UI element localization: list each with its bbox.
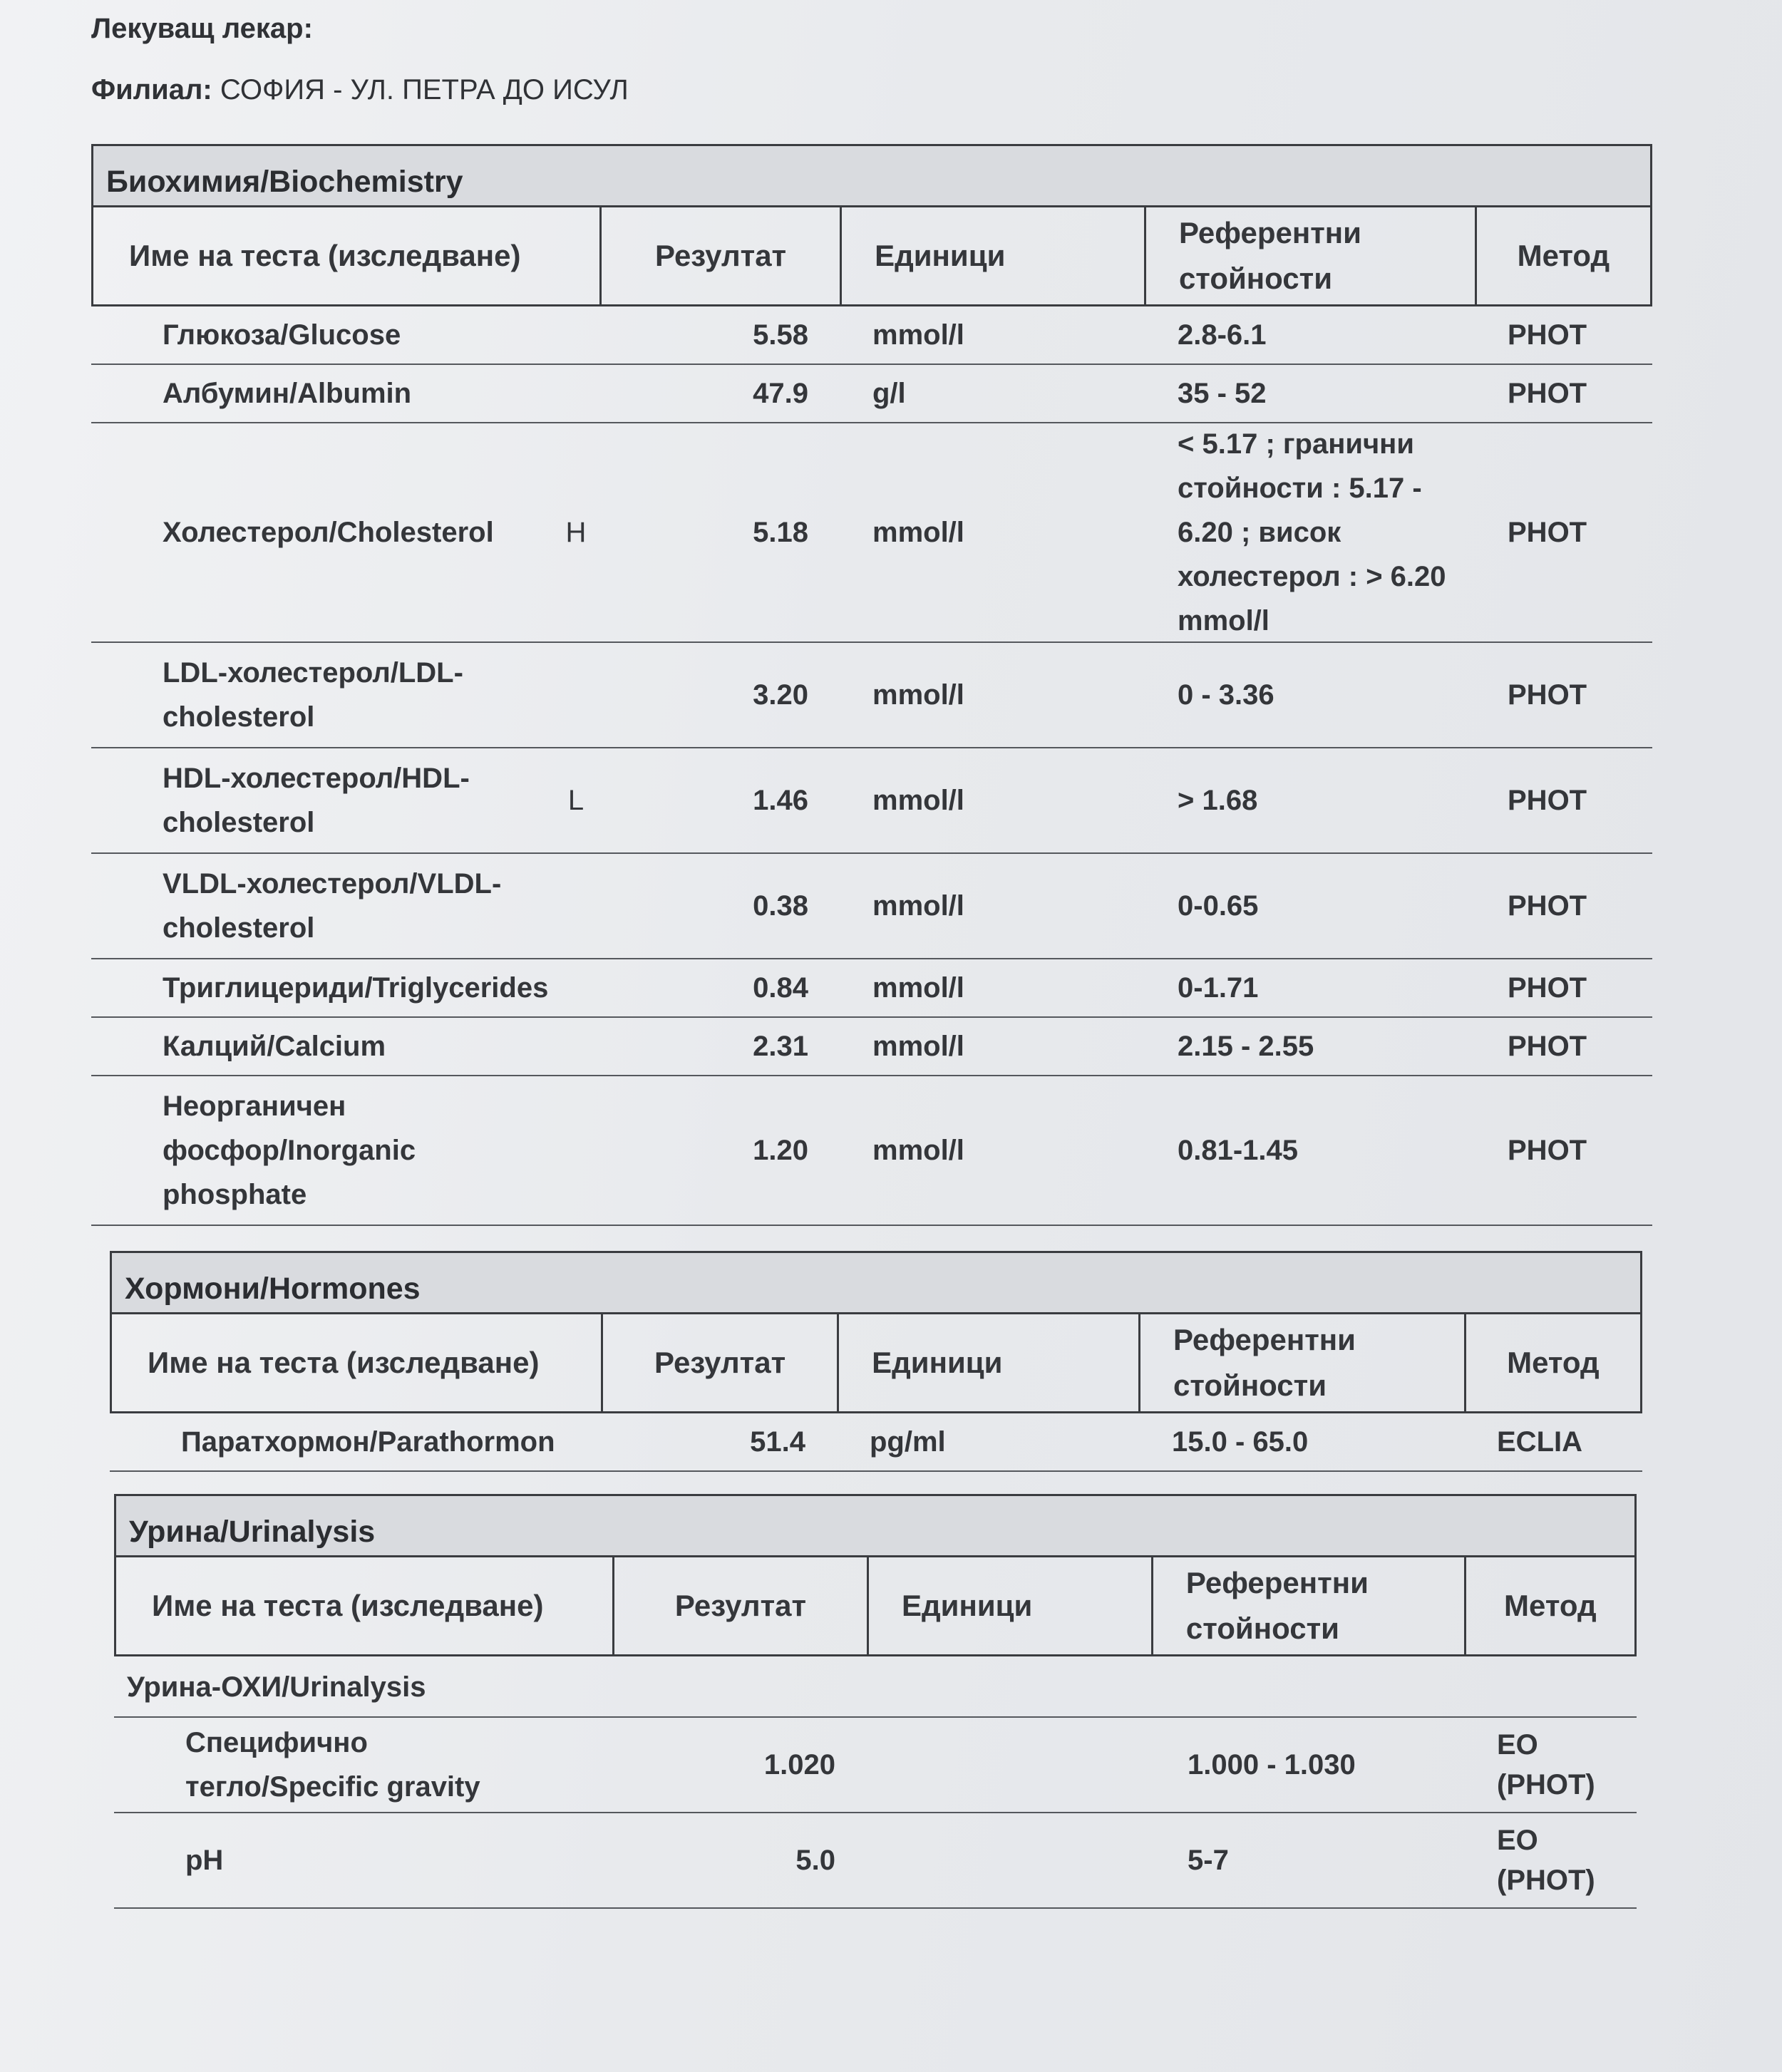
cell-ref: 2.15 - 2.55 bbox=[1178, 1031, 1314, 1062]
cell-units: mmol/l bbox=[872, 679, 964, 711]
table-row bbox=[91, 1076, 1652, 1226]
cell-units: mmol/l bbox=[872, 1135, 964, 1166]
cell-result: 47.9 bbox=[753, 378, 808, 409]
cell-ref: 35 - 52 bbox=[1178, 378, 1267, 409]
branch-line bbox=[91, 74, 629, 106]
table-header bbox=[110, 1312, 1642, 1413]
cell-result: 1.46 bbox=[753, 785, 808, 816]
cell-name: Триглицериди/Triglycerides bbox=[163, 972, 549, 1004]
cell-result: 1.020 bbox=[763, 1749, 835, 1780]
cell-ref: 5-7 bbox=[1188, 1845, 1229, 1876]
cell-units: mmol/l bbox=[872, 785, 964, 816]
table-row bbox=[114, 1813, 1637, 1909]
cell-ref: 0.81-1.45 bbox=[1178, 1135, 1299, 1166]
cell-units: mmol/l bbox=[872, 517, 964, 548]
table-header bbox=[91, 205, 1652, 306]
cell-method: EO (PHOT) bbox=[1497, 1729, 1595, 1800]
cell-result: 5.18 bbox=[753, 517, 808, 548]
cell-ref: 0-0.65 bbox=[1178, 890, 1259, 922]
cell-name: HDL-холестерол/HDL-cholesterol bbox=[163, 763, 470, 838]
cell-name: LDL-холестерол/LDL-cholesterol bbox=[163, 657, 463, 733]
table-row bbox=[91, 854, 1652, 959]
cell-method: PHOT bbox=[1508, 1135, 1587, 1166]
cell-method: EO (PHOT) bbox=[1497, 1825, 1595, 1896]
cell-name: Специфично тегло/Specific gravity bbox=[185, 1727, 480, 1803]
cell-result: 2.31 bbox=[753, 1031, 808, 1062]
biochemistry-rows bbox=[91, 306, 1652, 1226]
table-row bbox=[91, 643, 1652, 748]
cell-name: Албумин/Albumin bbox=[163, 378, 412, 409]
table-row bbox=[91, 748, 1652, 854]
cell-method: PHOT bbox=[1508, 890, 1587, 922]
section-title: Хормони/Hormones bbox=[110, 1251, 1642, 1312]
cell-units: g/l bbox=[872, 378, 906, 409]
table-row bbox=[114, 1718, 1637, 1813]
col-ref-header: Референтни стойности bbox=[1144, 207, 1475, 304]
urinalysis-section bbox=[114, 1494, 1637, 1909]
col-ref-header: Референтни стойности bbox=[1151, 1557, 1464, 1654]
cell-result: 0.84 bbox=[753, 972, 808, 1004]
col-units-header: Единици bbox=[840, 207, 1144, 304]
biochemistry-section bbox=[91, 144, 1652, 1226]
col-method-header: Метод bbox=[1464, 1314, 1640, 1411]
cell-ref: 2.8-6.1 bbox=[1178, 319, 1267, 351]
col-result-header: Резултат bbox=[612, 1557, 867, 1654]
col-method-header: Метод bbox=[1464, 1557, 1634, 1654]
cell-result: 3.20 bbox=[753, 679, 808, 711]
table-header bbox=[114, 1555, 1637, 1656]
hormones-section bbox=[110, 1251, 1642, 1472]
col-name-header: Име на теста (изследване) bbox=[152, 1589, 544, 1622]
col-units-header: Единици bbox=[867, 1557, 1151, 1654]
cell-ref: 1.000 - 1.030 bbox=[1188, 1749, 1356, 1780]
cell-ref: 0-1.71 bbox=[1178, 972, 1259, 1004]
cell-name: Холестерол/Cholesterol bbox=[163, 517, 494, 548]
cell-method: PHOT bbox=[1508, 785, 1587, 816]
cell-method: PHOT bbox=[1508, 378, 1587, 409]
table-row bbox=[91, 959, 1652, 1018]
cell-result: 5.0 bbox=[795, 1845, 835, 1876]
treating-doctor-label: Лекуващ лекар: bbox=[91, 13, 313, 44]
cell-result: 0.38 bbox=[753, 890, 808, 922]
table-row bbox=[91, 423, 1652, 643]
cell-name: VLDL-холестерол/VLDL-cholesterol bbox=[163, 868, 502, 944]
col-name-header: Име на теста (изследване) bbox=[129, 239, 521, 272]
hormones-rows bbox=[110, 1413, 1642, 1472]
cell-flag: H bbox=[565, 517, 587, 548]
cell-method: PHOT bbox=[1508, 972, 1587, 1004]
table-row bbox=[91, 365, 1652, 423]
cell-units: mmol/l bbox=[872, 1031, 964, 1062]
cell-name: Калций/Calcium bbox=[163, 1031, 386, 1062]
branch-label: Филиал: bbox=[91, 74, 212, 105]
cell-units: mmol/l bbox=[872, 319, 964, 351]
section-title: Биохимия/Biochemistry bbox=[91, 144, 1652, 205]
treating-doctor-line bbox=[91, 13, 313, 45]
table-row bbox=[91, 1018, 1652, 1076]
cell-method: ECLIA bbox=[1497, 1426, 1582, 1458]
cell-name: Паратхормон/Parathormon bbox=[181, 1426, 555, 1458]
cell-units: mmol/l bbox=[872, 972, 964, 1004]
cell-units: mmol/l bbox=[872, 890, 964, 922]
cell-name: pH bbox=[185, 1845, 224, 1876]
cell-result: 5.58 bbox=[753, 319, 808, 351]
cell-method: PHOT bbox=[1508, 679, 1587, 711]
col-result-header: Резултат bbox=[601, 1314, 837, 1411]
cell-ref: 0 - 3.36 bbox=[1178, 679, 1274, 711]
cell-ref: 15.0 - 65.0 bbox=[1172, 1426, 1309, 1458]
col-ref-header: Референтни стойности bbox=[1138, 1314, 1464, 1411]
table-row bbox=[91, 306, 1652, 365]
section-title: Урина/Urinalysis bbox=[114, 1494, 1637, 1555]
cell-method: PHOT bbox=[1508, 1031, 1587, 1062]
branch-value: СОФИЯ - УЛ. ПЕТРА ДО ИСУЛ bbox=[220, 74, 629, 105]
cell-name: Неорганичен фосфор/Inorganic phosphate bbox=[163, 1091, 416, 1210]
cell-name: Глюкоза/Glucose bbox=[163, 319, 401, 351]
urinalysis-rows bbox=[114, 1718, 1637, 1909]
cell-units: pg/ml bbox=[870, 1426, 946, 1458]
cell-method: PHOT bbox=[1508, 517, 1587, 548]
cell-ref: < 5.17 ; гранични стойности : 5.17 - 6.20 ; висок холестерол : > 6.20 mmol/l bbox=[1178, 428, 1446, 636]
cell-ref: > 1.68 bbox=[1178, 785, 1258, 816]
cell-method: PHOT bbox=[1508, 319, 1587, 351]
col-name-header: Име на теста (изследване) bbox=[148, 1346, 540, 1379]
cell-result: 1.20 bbox=[753, 1135, 808, 1166]
col-method-header: Метод bbox=[1475, 207, 1650, 304]
cell-result: 51.4 bbox=[750, 1426, 805, 1458]
urinalysis-group-label: Урина-ОХИ/Urinalysis bbox=[114, 1656, 1637, 1718]
table-row bbox=[110, 1413, 1642, 1472]
col-result-header: Резултат bbox=[599, 207, 840, 304]
col-units-header: Единици bbox=[837, 1314, 1138, 1411]
cell-flag: L bbox=[567, 785, 584, 816]
